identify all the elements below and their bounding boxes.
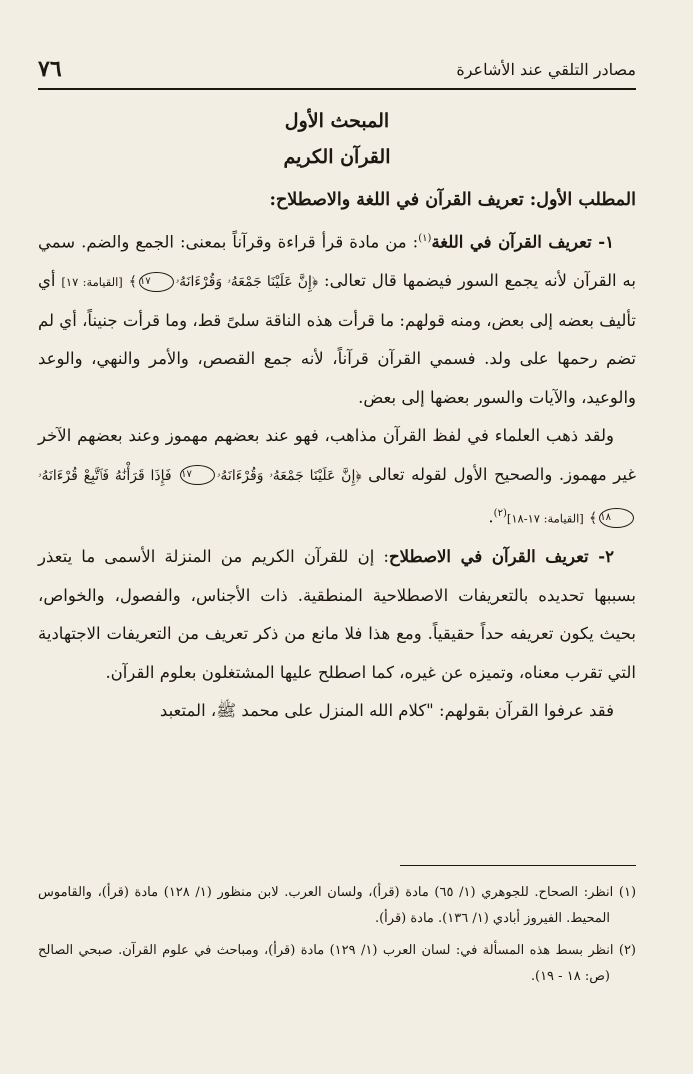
p4-text: فقد عرفوا القرآن بقولهم: "كلام الله المنزل على محمد ﷺ، المتعبد — [159, 701, 614, 720]
header-rule — [38, 88, 636, 90]
footnote-separator — [400, 865, 636, 866]
main-content — [38, 110, 636, 731]
section-heading: المبحث الأول — [284, 110, 390, 132]
paragraph-linguistic-definition — [38, 220, 636, 417]
footnote-1: (١) انظر: الصحاح. للجوهري (١/ ٦٥) مادة (قرأ)، ولسان العرب. لابن منظور (١/ ١٢٨) مادة (قرأ)، والقاموس المحيط. الفيروز أبادي (١/ ١٣٦). مادة (قرأ). — [38, 885, 637, 926]
term-technical: ٢- تعريف القرآن في الاصطلاح — [388, 547, 614, 566]
running-title: مصادر التلقي عند الأشاعرة — [456, 59, 636, 79]
footnote-2: (٢) انظر بسط هذه المسألة في: لسان العرب (١/ ١٢٩) مادة (قرأ)، ومباحث في علوم القرآن. صبحي الصالح (ص: ١٨ - ١٩). — [38, 943, 636, 984]
paragraph-technical-definition — [38, 538, 636, 692]
page-number: ٧٦ — [38, 56, 62, 82]
p3-text: : إن للقرآن الكريم من المنزلة الأسمى ما يتعذر بسببها تحديده بالتعريفات الاصطلاحية المنطقية. ذات الأجناس، والفصول، والخواص، بحيث يكون تعريفه حداً حقيقياً. ومع هذا فلا مانع من ذكر تعريف من التعريفات الاجتهادية التي تقرب معناه، وتميزه عن غيره، كما اصطلح عليها المشتغلون بعلوم القرآن. — [38, 547, 636, 682]
footnote-ref-1: (١) — [418, 233, 432, 244]
quran-verse: ﴿إِنَّ عَلَيْنَا جَمْعَهُۥ وَقُرْءَانَهُۥ — [175, 274, 319, 290]
quran-verse-1: ﴿إِنَّ عَلَيْنَا جَمْعَهُۥ وَقُرْءَانَهُۥ — [216, 467, 362, 484]
surah-reference: [القيامة: ١٧] — [61, 275, 123, 289]
p1-text-1: : من مادة قرأ قراءة وقرآناً بمعنى: الجمع والضم. سمي به القرآن لأنه يجمع السور فيضمها قال تعالى: — [38, 232, 636, 290]
paragraph-definition-quote — [38, 692, 636, 731]
ayah-number-icon: ١٧ — [180, 465, 215, 485]
ayah-number-icon: ١٧ — [139, 272, 174, 292]
surah-reference: [القيامة: ١٧-١٨] — [506, 511, 584, 526]
footnotes — [38, 880, 636, 996]
quran-verse-2: فَإِذَا قَرَأْنَٰهُ فَٱتَّبِعْ قُرْءَانَهُۥ — [38, 467, 172, 484]
page-header — [38, 50, 636, 88]
p1-text-2: أي تأليف بعضه إلى بعض، ومنه قولهم: ما قرأت هذه الناقة سلىً قط، وما قرأت جنيناً، أي لم تضم رحمها على ولد. فسمي القرآن قرآناً، لأنه جمع القصص، والأمر والنهي، والوعد والوعيد، والآيات والسور بعضها إلى بعض. — [38, 271, 636, 407]
chapter-title: القرآن الكريم — [283, 146, 391, 168]
p2-text-1: ولقد ذهب العلماء في لفظ القرآن مذاهب، فهو عند بعضهم مهموز وعند بعضهم الآخر غير مهموز. والصحيح الأول لقوله تعالى — [38, 426, 636, 484]
paragraph-hamza-opinions — [38, 417, 636, 538]
footnote-ref-2: (٢) — [493, 508, 507, 519]
quran-close-bracket: ﴾ — [589, 510, 598, 527]
quran-close-bracket: ﴾ — [128, 274, 137, 290]
p2-text-2: . — [488, 507, 494, 527]
term-linguistic: ١- تعريف القرآن في اللغة — [431, 232, 614, 252]
ayah-number-icon: ١٨ — [599, 508, 634, 528]
subsection-heading: المطلب الأول: تعريف القرآن في اللغة والاصطلاح: — [269, 190, 636, 210]
